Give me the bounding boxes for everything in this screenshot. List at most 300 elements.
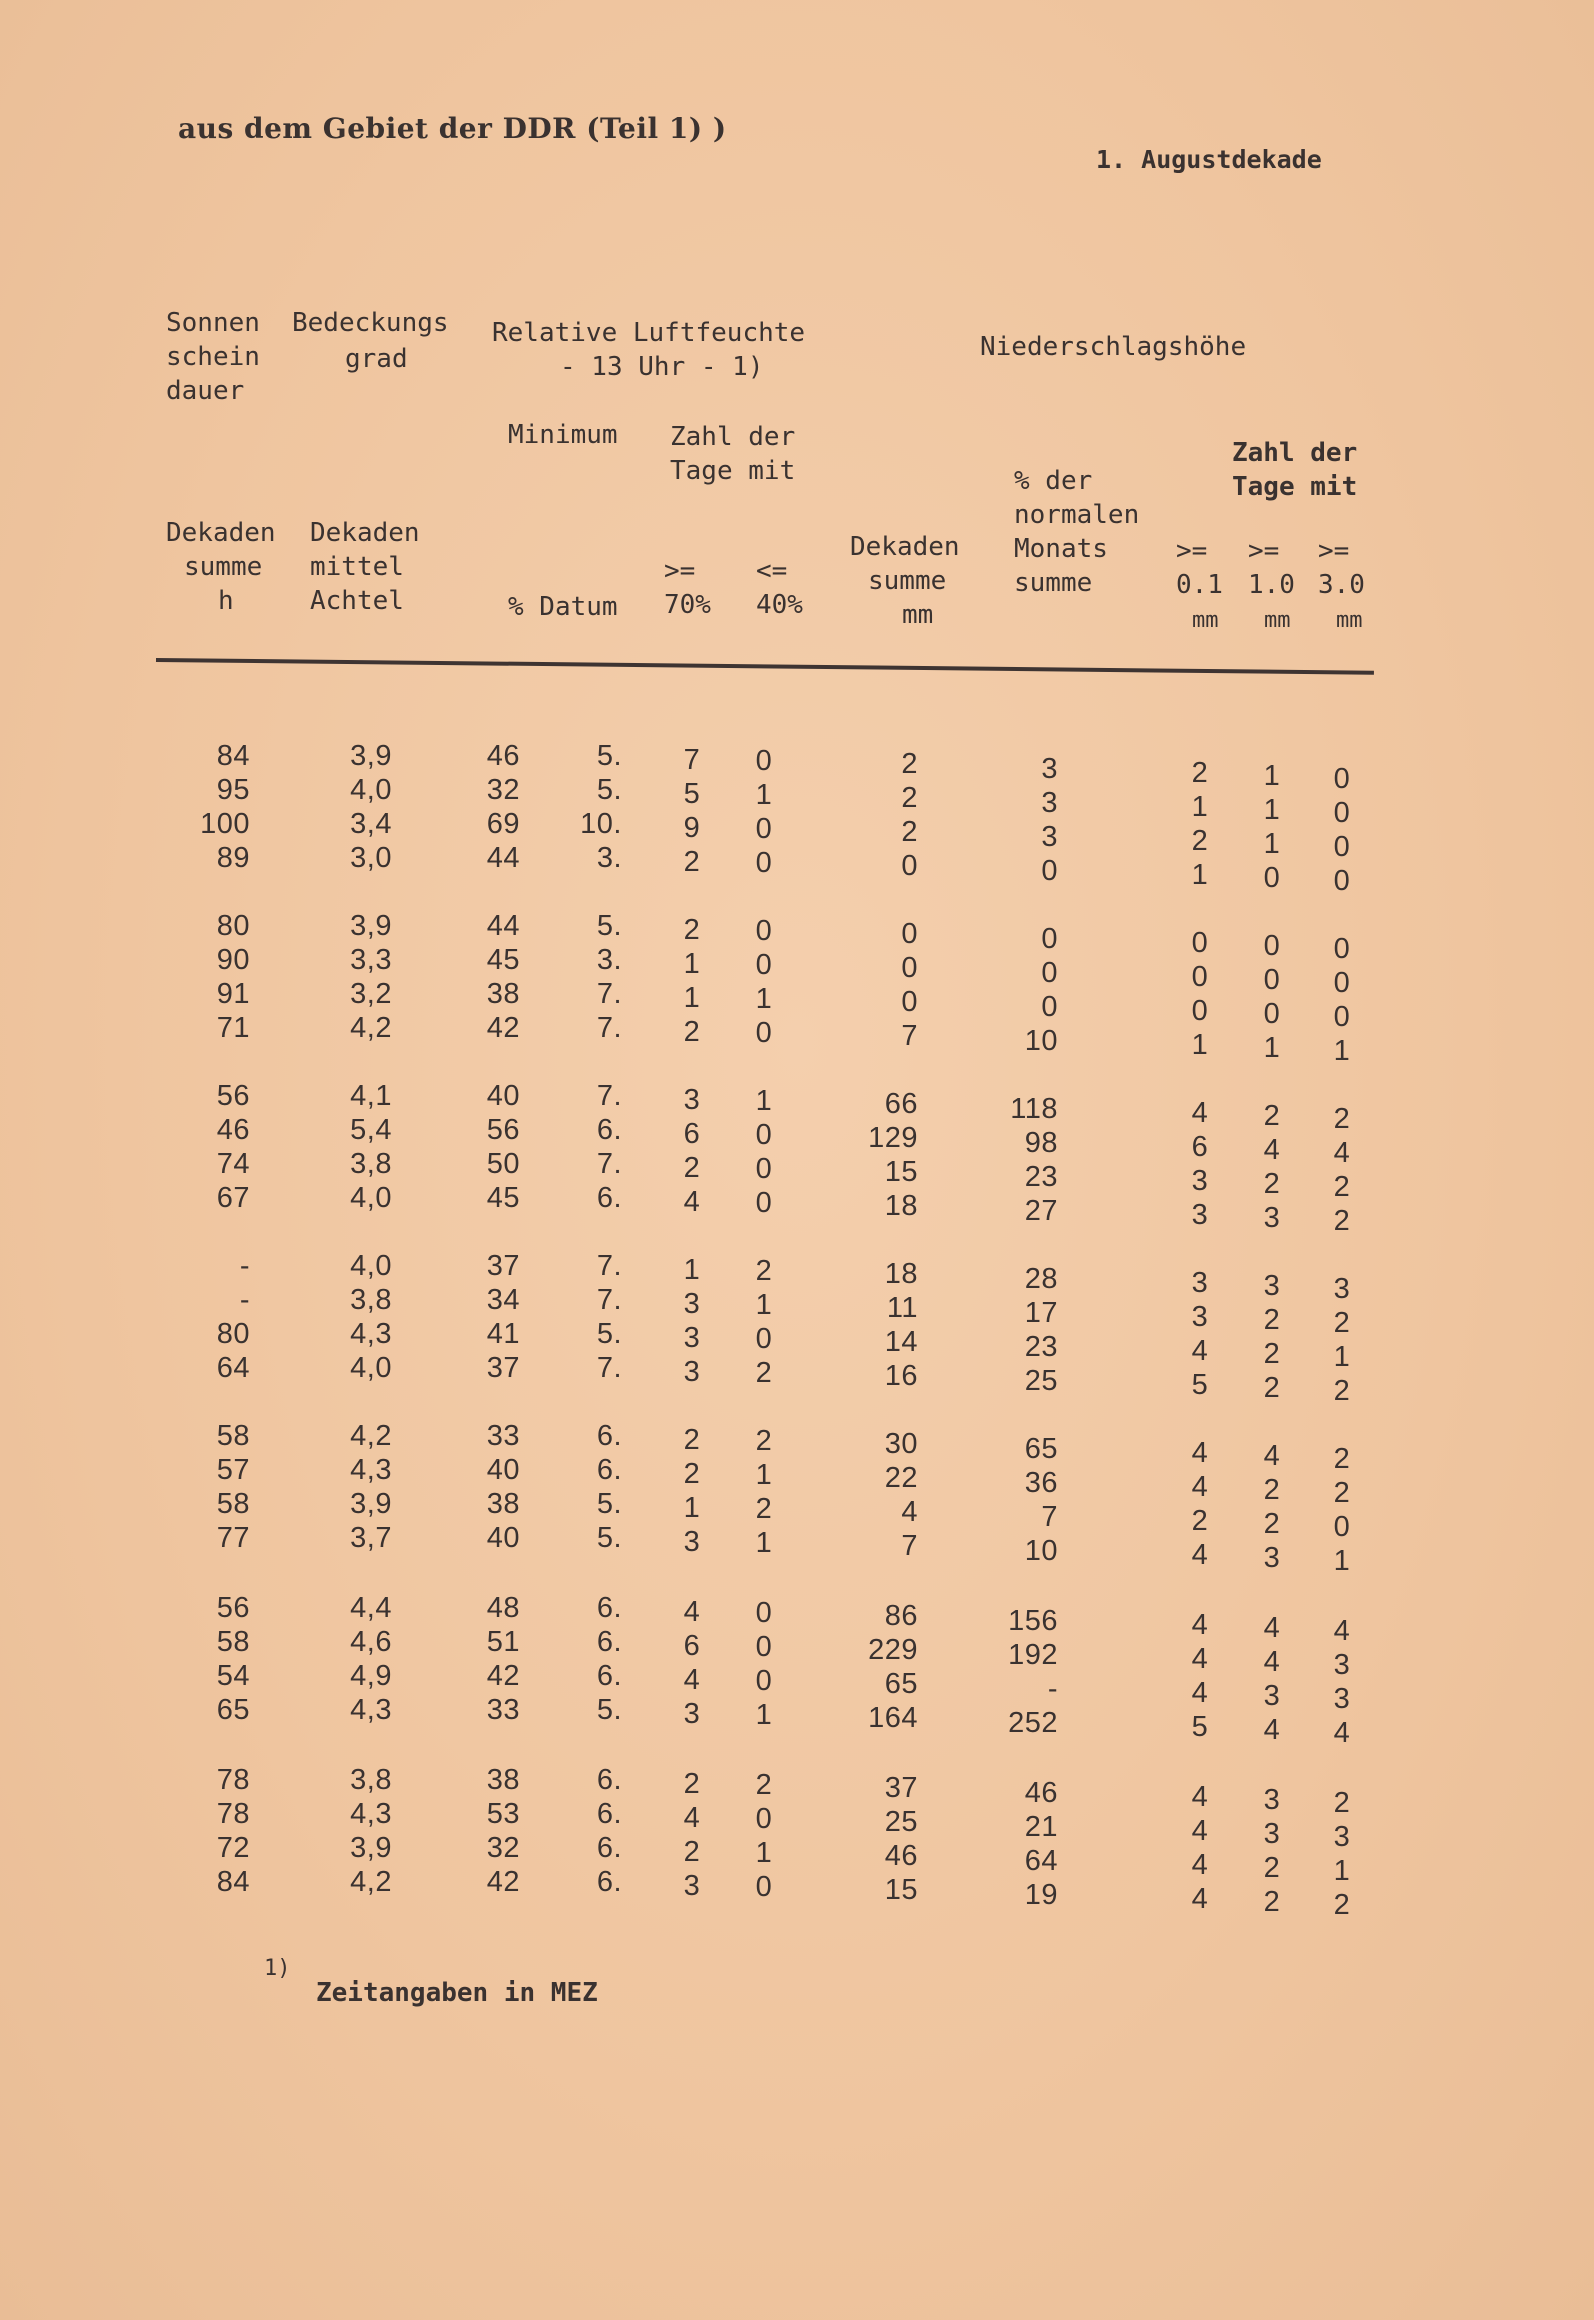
header-prec-sum-2: summe — [868, 566, 947, 596]
header-cloud-2: grad — [345, 344, 408, 374]
cell-hum-min-pct: 40 — [486, 1454, 520, 1486]
header-sun-sum-3: h — [218, 586, 234, 616]
cell-days-ge10: 3 — [1263, 1542, 1281, 1574]
cell-prec-sum: 15 — [884, 1874, 918, 1906]
cell-prec-pct-normal: 3 — [1041, 787, 1058, 819]
cell-days-ge01: 3 — [1191, 1267, 1209, 1299]
header-days-prec-1: Zahl der — [1232, 438, 1358, 468]
cell-days-le40: 2 — [755, 1493, 773, 1525]
cell-prec-pct-normal: 10 — [1024, 1025, 1058, 1057]
cell-sun-sum: 46 — [216, 1114, 250, 1146]
cell-prec-sum: 2 — [901, 748, 918, 780]
cell-hum-min-date: 7. — [596, 1148, 622, 1180]
cell-hum-min-date: 7. — [596, 1080, 622, 1112]
cell-days-ge10: 4 — [1263, 1714, 1281, 1746]
cell-days-ge30: 0 — [1333, 797, 1351, 829]
cell-prec-sum: 11 — [886, 1292, 918, 1324]
cell-prec-pct-normal: 3 — [1041, 821, 1058, 853]
cell-days-ge01: 1 — [1191, 859, 1209, 891]
cell-days-ge70: 2 — [683, 914, 701, 946]
cell-days-ge30: 2 — [1333, 1103, 1351, 1135]
cell-days-le40: 2 — [755, 1769, 773, 1801]
cell-prec-sum: 18 — [884, 1190, 918, 1222]
cell-prec-sum: 164 — [868, 1702, 918, 1734]
cell-days-ge01: 1 — [1191, 791, 1209, 823]
cell-sun-sum: 78 — [216, 1798, 250, 1830]
cell-days-le40: 1 — [755, 1699, 773, 1731]
header-rule — [156, 658, 1374, 675]
cell-cloud-mean: 3,4 — [350, 808, 392, 840]
cell-days-ge10: 2 — [1263, 1852, 1281, 1884]
cell-sun-sum: 84 — [216, 1866, 250, 1898]
cell-prec-pct-normal: 252 — [1008, 1707, 1058, 1739]
cell-days-ge10: 1 — [1263, 1032, 1281, 1064]
cell-days-ge01: 5 — [1191, 1711, 1209, 1743]
cell-days-le40: 0 — [755, 1665, 773, 1697]
cell-days-le40: 0 — [755, 1153, 773, 1185]
cell-days-ge10: 4 — [1263, 1612, 1281, 1644]
cell-days-le40: 0 — [755, 847, 773, 879]
page-title: aus dem Gebiet der DDR (Teil 1) ) — [178, 112, 727, 145]
cell-cloud-mean: 4,6 — [350, 1626, 392, 1658]
cell-sun-sum: - — [239, 1284, 250, 1316]
cell-days-ge70: 1 — [683, 1492, 701, 1524]
cell-days-ge01: 4 — [1191, 1097, 1209, 1129]
header-ge30-2: 3.0 — [1318, 570, 1365, 600]
cell-prec-sum: 129 — [868, 1122, 918, 1154]
cell-days-ge70: 4 — [683, 1664, 701, 1696]
cell-sun-sum: 56 — [216, 1592, 250, 1624]
cell-days-ge30: 2 — [1333, 1787, 1351, 1819]
cell-days-le40: 1 — [755, 1459, 773, 1491]
cell-days-ge30: 2 — [1333, 1307, 1351, 1339]
cell-days-le40: 0 — [755, 949, 773, 981]
cell-sun-sum: 95 — [216, 774, 250, 806]
cell-days-ge10: 2 — [1263, 1338, 1281, 1370]
cell-hum-min-pct: 33 — [486, 1694, 520, 1726]
cell-days-ge10: 0 — [1263, 964, 1281, 996]
cell-days-ge30: 3 — [1333, 1273, 1351, 1305]
cell-days-ge70: 2 — [683, 846, 701, 878]
cell-prec-sum: 16 — [884, 1360, 918, 1392]
cell-days-ge10: 2 — [1263, 1886, 1281, 1918]
cell-prec-sum: 0 — [901, 850, 918, 882]
cell-days-ge70: 3 — [683, 1322, 701, 1354]
cell-prec-pct-normal: 28 — [1024, 1263, 1058, 1295]
cell-hum-min-pct: 50 — [486, 1148, 520, 1180]
cell-days-ge70: 3 — [683, 1698, 701, 1730]
cell-days-ge10: 2 — [1263, 1304, 1281, 1336]
cell-hum-min-date: 5. — [596, 910, 622, 942]
cell-sun-sum: 54 — [216, 1660, 250, 1692]
cell-hum-min-date: 6. — [596, 1866, 622, 1898]
cell-days-ge30: 1 — [1333, 1855, 1351, 1887]
header-humidity-1: Relative Luftfeuchte — [492, 318, 806, 348]
cell-hum-min-date: 5. — [596, 740, 622, 772]
cell-hum-min-date: 6. — [596, 1626, 622, 1658]
cell-prec-pct-normal: 3 — [1041, 753, 1058, 785]
cell-prec-sum: 18 — [884, 1258, 918, 1290]
cell-days-ge30: 2 — [1333, 1443, 1351, 1475]
cell-sun-sum: 77 — [216, 1522, 250, 1554]
header-precip: Niederschlagshöhe — [980, 332, 1247, 362]
header-sun-sum-1: Dekaden — [166, 518, 276, 548]
cell-hum-min-pct: 37 — [486, 1250, 520, 1282]
cell-hum-min-date: 7. — [596, 978, 622, 1010]
cell-days-ge30: 0 — [1333, 1001, 1351, 1033]
cell-sun-sum: 64 — [216, 1352, 250, 1384]
cell-days-ge30: 0 — [1333, 933, 1351, 965]
cell-days-ge70: 2 — [683, 1768, 701, 1800]
cell-sun-sum: 57 — [216, 1454, 250, 1486]
cell-prec-pct-normal: 0 — [1041, 923, 1058, 955]
cell-hum-min-pct: 53 — [486, 1798, 520, 1830]
header-le40-2: 40% — [756, 590, 803, 620]
cell-days-ge01: 2 — [1191, 757, 1209, 789]
cell-sun-sum: 58 — [216, 1488, 250, 1520]
header-cloud-1: Bedeckungs — [292, 308, 449, 338]
cell-hum-min-pct: 32 — [486, 774, 520, 806]
cell-prec-sum: 46 — [884, 1840, 918, 1872]
cell-prec-pct-normal: - — [1047, 1673, 1058, 1705]
footnote-mark: 1) — [264, 1956, 291, 1981]
cell-cloud-mean: 4,2 — [350, 1420, 392, 1452]
cell-prec-pct-normal: 27 — [1024, 1195, 1058, 1227]
cell-sun-sum: 67 — [216, 1182, 250, 1214]
cell-days-ge01: 0 — [1191, 995, 1209, 1027]
header-days-hum-2: Tage mit — [670, 456, 796, 486]
cell-hum-min-pct: 42 — [486, 1012, 520, 1044]
cell-days-ge30: 2 — [1333, 1375, 1351, 1407]
cell-prec-pct-normal: 23 — [1024, 1161, 1058, 1193]
cell-hum-min-pct: 45 — [486, 1182, 520, 1214]
cell-sun-sum: - — [239, 1250, 250, 1282]
cell-hum-min-pct: 33 — [486, 1420, 520, 1452]
cell-prec-sum: 65 — [884, 1668, 918, 1700]
cell-days-le40: 2 — [755, 1425, 773, 1457]
cell-days-le40: 0 — [755, 813, 773, 845]
cell-hum-min-pct: 51 — [486, 1626, 520, 1658]
cell-days-ge30: 0 — [1333, 831, 1351, 863]
cell-days-ge01: 0 — [1191, 927, 1209, 959]
cell-prec-pct-normal: 10 — [1024, 1535, 1058, 1567]
cell-days-ge30: 0 — [1333, 865, 1351, 897]
cell-hum-min-date: 7. — [596, 1352, 622, 1384]
cell-days-ge10: 4 — [1263, 1646, 1281, 1678]
cell-hum-min-pct: 44 — [486, 910, 520, 942]
cell-days-ge10: 0 — [1263, 930, 1281, 962]
cell-days-ge30: 3 — [1333, 1649, 1351, 1681]
cell-days-ge70: 1 — [683, 982, 701, 1014]
cell-cloud-mean: 5,4 — [350, 1114, 392, 1146]
cell-prec-sum: 7 — [901, 1020, 918, 1052]
cell-cloud-mean: 4,1 — [350, 1080, 392, 1112]
cell-days-le40: 2 — [755, 1357, 773, 1389]
cell-cloud-mean: 4,3 — [350, 1318, 392, 1350]
cell-sun-sum: 74 — [216, 1148, 250, 1180]
cell-prec-pct-normal: 0 — [1041, 957, 1058, 989]
header-ge70-2: 70% — [664, 590, 711, 620]
cell-days-ge30: 0 — [1333, 1511, 1351, 1543]
footnote-text: Zeitangaben in MEZ — [316, 1978, 598, 2008]
cell-cloud-mean: 4,0 — [350, 1250, 392, 1282]
cell-prec-sum: 2 — [901, 816, 918, 848]
cell-days-ge01: 2 — [1191, 1505, 1209, 1537]
cell-days-ge70: 3 — [683, 1356, 701, 1388]
cell-cloud-mean: 4,3 — [350, 1798, 392, 1830]
cell-sun-sum: 56 — [216, 1080, 250, 1112]
cell-hum-min-date: 3. — [596, 944, 622, 976]
cell-hum-min-pct: 56 — [486, 1114, 520, 1146]
cell-hum-min-date: 5. — [596, 1522, 622, 1554]
cell-days-le40: 1 — [755, 1527, 773, 1559]
cell-days-ge70: 3 — [683, 1084, 701, 1116]
cell-prec-sum: 0 — [901, 918, 918, 950]
cell-days-ge30: 1 — [1333, 1035, 1351, 1067]
cell-hum-min-date: 6. — [596, 1832, 622, 1864]
header-pct-normal-3: Monats — [1014, 534, 1108, 564]
cell-prec-pct-normal: 65 — [1024, 1433, 1058, 1465]
cell-days-ge30: 2 — [1333, 1171, 1351, 1203]
cell-days-le40: 0 — [755, 915, 773, 947]
cell-sun-sum: 58 — [216, 1420, 250, 1452]
header-ge30-1: >= — [1318, 536, 1350, 566]
cell-days-ge70: 2 — [683, 1152, 701, 1184]
header-pct-normal-4: summe — [1014, 568, 1093, 598]
cell-sun-sum: 72 — [216, 1832, 250, 1864]
cell-hum-min-date: 5. — [596, 774, 622, 806]
cell-hum-min-date: 6. — [596, 1592, 622, 1624]
cell-prec-pct-normal: 21 — [1024, 1811, 1058, 1843]
cell-days-ge70: 3 — [683, 1288, 701, 1320]
cell-days-ge10: 0 — [1263, 862, 1281, 894]
cell-days-ge10: 1 — [1263, 794, 1281, 826]
cell-days-ge70: 3 — [683, 1526, 701, 1558]
cell-cloud-mean: 3,9 — [350, 740, 392, 772]
header-minimum: Minimum — [508, 420, 618, 450]
cell-hum-min-pct: 38 — [486, 978, 520, 1010]
header-pct-normal-1: % der — [1014, 466, 1093, 496]
cell-sun-sum: 80 — [216, 1318, 250, 1350]
cell-hum-min-date: 6. — [596, 1764, 622, 1796]
header-ge70-1: >= — [664, 556, 696, 586]
cell-hum-min-pct: 48 — [486, 1592, 520, 1624]
cell-prec-sum: 7 — [901, 1530, 918, 1562]
cell-sun-sum: 65 — [216, 1694, 250, 1726]
cell-days-le40: 0 — [755, 1803, 773, 1835]
cell-hum-min-pct: 40 — [486, 1080, 520, 1112]
cell-days-ge30: 2 — [1333, 1889, 1351, 1921]
cell-prec-pct-normal: 64 — [1024, 1845, 1058, 1877]
cell-hum-min-pct: 38 — [486, 1488, 520, 1520]
header-sunshine-3: dauer — [166, 376, 245, 406]
cell-days-ge10: 1 — [1263, 760, 1281, 792]
cell-hum-min-date: 5. — [596, 1488, 622, 1520]
cell-days-ge10: 2 — [1263, 1508, 1281, 1540]
header-sunshine-1: Sonnen — [166, 308, 260, 338]
cell-hum-min-pct: 34 — [486, 1284, 520, 1316]
header-ge10-2: 1.0 — [1248, 570, 1295, 600]
cell-sun-sum: 84 — [216, 740, 250, 772]
cell-prec-pct-normal: 192 — [1008, 1639, 1058, 1671]
cell-hum-min-date: 6. — [596, 1798, 622, 1830]
header-pct-normal-2: normalen — [1014, 500, 1140, 530]
cell-sun-sum: 89 — [216, 842, 250, 874]
cell-days-ge70: 2 — [683, 1458, 701, 1490]
cell-cloud-mean: 3,7 — [350, 1522, 392, 1554]
cell-days-le40: 0 — [755, 1017, 773, 1049]
cell-days-ge10: 1 — [1263, 828, 1281, 860]
header-le40-1: <= — [756, 556, 788, 586]
cell-hum-min-date: 7. — [596, 1012, 622, 1044]
cell-days-le40: 1 — [755, 1289, 773, 1321]
cell-days-ge01: 0 — [1191, 961, 1209, 993]
cell-days-le40: 0 — [755, 1871, 773, 1903]
cell-hum-min-pct: 37 — [486, 1352, 520, 1384]
cell-days-ge70: 6 — [683, 1118, 701, 1150]
cell-prec-pct-normal: 36 — [1024, 1467, 1058, 1499]
cell-cloud-mean: 3,9 — [350, 1488, 392, 1520]
cell-days-ge01: 4 — [1191, 1677, 1209, 1709]
cell-days-ge10: 3 — [1263, 1202, 1281, 1234]
cell-cloud-mean: 4,4 — [350, 1592, 392, 1624]
cell-hum-min-date: 6. — [596, 1182, 622, 1214]
cell-days-ge01: 4 — [1191, 1437, 1209, 1469]
cell-days-ge01: 3 — [1191, 1301, 1209, 1333]
cell-prec-sum: 86 — [884, 1600, 918, 1632]
cell-days-le40: 0 — [755, 1187, 773, 1219]
header-pct-datum: % Datum — [508, 592, 618, 622]
cell-days-ge30: 4 — [1333, 1717, 1351, 1749]
cell-days-le40: 0 — [755, 1323, 773, 1355]
cell-prec-sum: 229 — [868, 1634, 918, 1666]
cell-days-ge10: 3 — [1263, 1818, 1281, 1850]
cell-days-ge30: 0 — [1333, 763, 1351, 795]
header-ge10-1: >= — [1248, 536, 1280, 566]
header-humidity-2: - 13 Uhr - 1) — [560, 352, 764, 382]
header-sunshine-2: schein — [166, 342, 260, 372]
cell-sun-sum: 100 — [200, 808, 250, 840]
cell-days-ge30: 4 — [1333, 1615, 1351, 1647]
cell-prec-sum: 66 — [884, 1088, 918, 1120]
cell-hum-min-pct: 42 — [486, 1866, 520, 1898]
cell-prec-sum: 15 — [884, 1156, 918, 1188]
cell-cloud-mean: 4,3 — [350, 1454, 392, 1486]
cell-days-ge30: 1 — [1333, 1341, 1351, 1373]
cell-cloud-mean: 3,9 — [350, 910, 392, 942]
header-ge10-3: mm — [1264, 608, 1291, 633]
cell-hum-min-date: 6. — [596, 1454, 622, 1486]
cell-hum-min-date: 5. — [596, 1318, 622, 1350]
cell-days-ge01: 4 — [1191, 1539, 1209, 1571]
cell-prec-sum: 2 — [901, 782, 918, 814]
cell-days-ge10: 3 — [1263, 1680, 1281, 1712]
cell-prec-pct-normal: 25 — [1024, 1365, 1058, 1397]
cell-prec-pct-normal: 46 — [1024, 1777, 1058, 1809]
cell-cloud-mean: 4,2 — [350, 1012, 392, 1044]
cell-cloud-mean: 4,9 — [350, 1660, 392, 1692]
cell-prec-sum: 30 — [884, 1428, 918, 1460]
cell-hum-min-date: 6. — [596, 1660, 622, 1692]
header-days-prec-2: Tage mit — [1232, 472, 1358, 502]
cell-hum-min-date: 7. — [596, 1284, 622, 1316]
header-cloud-mean-3: Achtel — [310, 586, 404, 616]
cell-prec-pct-normal: 0 — [1041, 855, 1058, 887]
cell-hum-min-date: 3. — [596, 842, 622, 874]
cell-days-ge10: 4 — [1263, 1134, 1281, 1166]
cell-hum-min-pct: 42 — [486, 1660, 520, 1692]
cell-days-ge30: 4 — [1333, 1137, 1351, 1169]
cell-hum-min-date: 6. — [596, 1420, 622, 1452]
cell-days-ge30: 2 — [1333, 1205, 1351, 1237]
cell-prec-sum: 37 — [884, 1772, 918, 1804]
header-cloud-mean-2: mittel — [310, 552, 404, 582]
cell-sun-sum: 91 — [216, 978, 250, 1010]
cell-days-ge01: 4 — [1191, 1883, 1209, 1915]
cell-days-le40: 2 — [755, 1255, 773, 1287]
cell-cloud-mean: 3,8 — [350, 1148, 392, 1180]
cell-days-ge01: 4 — [1191, 1849, 1209, 1881]
cell-sun-sum: 78 — [216, 1764, 250, 1796]
cell-days-ge30: 3 — [1333, 1683, 1351, 1715]
cell-days-ge01: 4 — [1191, 1815, 1209, 1847]
cell-hum-min-pct: 41 — [486, 1318, 520, 1350]
header-ge30-3: mm — [1336, 608, 1363, 633]
header-days-hum-1: Zahl der — [670, 422, 796, 452]
cell-days-ge30: 2 — [1333, 1477, 1351, 1509]
cell-prec-sum: 25 — [884, 1806, 918, 1838]
cell-prec-sum: 0 — [901, 986, 918, 1018]
cell-days-ge01: 1 — [1191, 1029, 1209, 1061]
cell-prec-pct-normal: 17 — [1024, 1297, 1058, 1329]
cell-hum-min-pct: 69 — [486, 808, 520, 840]
header-ge01-2: 0.1 — [1176, 570, 1223, 600]
cell-days-ge70: 7 — [683, 744, 701, 776]
cell-prec-pct-normal: 19 — [1024, 1879, 1058, 1911]
cell-days-le40: 0 — [755, 1597, 773, 1629]
cell-days-ge70: 2 — [683, 1424, 701, 1456]
cell-hum-min-pct: 40 — [486, 1522, 520, 1554]
cell-days-ge70: 6 — [683, 1630, 701, 1662]
cell-cloud-mean: 4,0 — [350, 774, 392, 806]
cell-cloud-mean: 4,0 — [350, 1182, 392, 1214]
cell-days-ge70: 2 — [683, 1016, 701, 1048]
cell-hum-min-date: 10. — [580, 808, 622, 840]
cell-days-le40: 0 — [755, 1119, 773, 1151]
cell-days-ge70: 4 — [683, 1596, 701, 1628]
cell-hum-min-pct: 32 — [486, 1832, 520, 1864]
cell-days-ge10: 4 — [1263, 1440, 1281, 1472]
cell-days-ge70: 4 — [683, 1186, 701, 1218]
cell-days-ge01: 4 — [1191, 1335, 1209, 1367]
cell-cloud-mean: 3,8 — [350, 1284, 392, 1316]
cell-days-ge01: 3 — [1191, 1165, 1209, 1197]
cell-hum-min-date: 6. — [596, 1114, 622, 1146]
cell-prec-pct-normal: 118 — [1010, 1093, 1058, 1125]
cell-days-ge01: 5 — [1191, 1369, 1209, 1401]
cell-days-ge01: 2 — [1191, 825, 1209, 857]
cell-hum-min-pct: 38 — [486, 1764, 520, 1796]
cell-days-ge10: 3 — [1263, 1784, 1281, 1816]
cell-cloud-mean: 4,0 — [350, 1352, 392, 1384]
cell-cloud-mean: 3,8 — [350, 1764, 392, 1796]
cell-days-le40: 1 — [755, 983, 773, 1015]
cell-cloud-mean: 4,2 — [350, 1866, 392, 1898]
cell-days-ge70: 3 — [683, 1870, 701, 1902]
cell-days-ge30: 1 — [1333, 1545, 1351, 1577]
cell-days-le40: 0 — [755, 1631, 773, 1663]
cell-days-ge01: 3 — [1191, 1199, 1209, 1231]
